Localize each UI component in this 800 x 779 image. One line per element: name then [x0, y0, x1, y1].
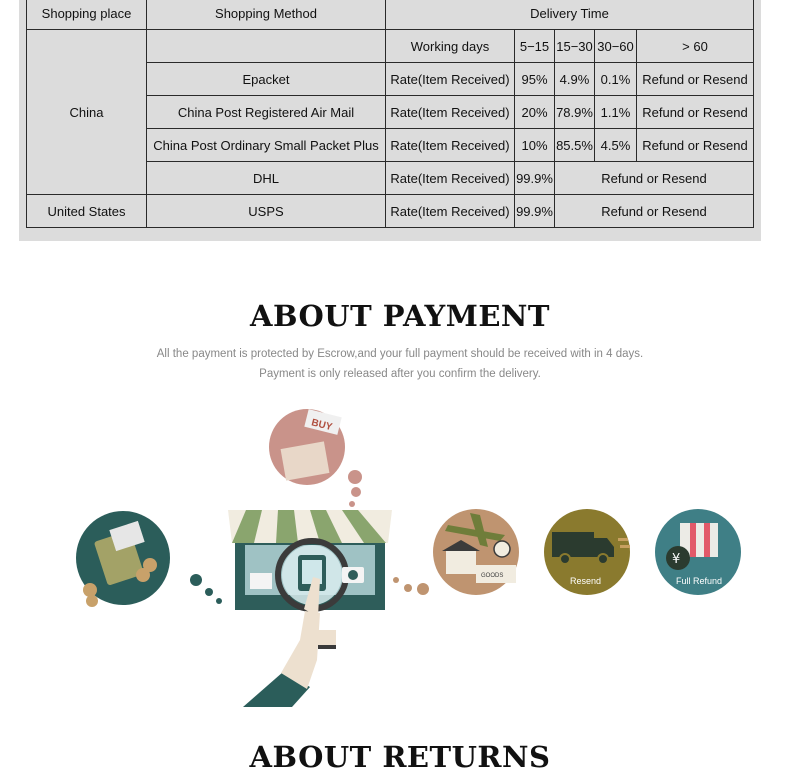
buy-basket-icon [269, 409, 345, 485]
connector-dot [404, 584, 412, 592]
payment-description-line2: Payment is only released after you confirm the delivery. [259, 368, 541, 380]
cell-rate: Rate(Item Received) [386, 129, 515, 162]
cell-value: 99.9% [515, 162, 555, 195]
resend-label: Resend [570, 576, 602, 586]
cell-value: 85.5% [555, 129, 595, 162]
subheader-over-60: > 60 [637, 30, 754, 63]
connector-dot [190, 574, 202, 586]
goods-label: GOODS [481, 573, 504, 579]
table-row [27, 30, 754, 63]
shipping-icon [433, 509, 519, 595]
connector-dot [351, 487, 361, 497]
cell-value: 95% [515, 63, 555, 96]
cell-value: 99.9% [515, 195, 555, 228]
connector-dot [417, 583, 429, 595]
shipping-table [26, 0, 754, 228]
table-row [27, 195, 754, 228]
cell-value: 0.1% [595, 63, 637, 96]
full-refund-label: Full Refund [676, 576, 723, 586]
cell-rate: Rate(Item Received) [386, 162, 515, 195]
cell-method: Epacket [147, 63, 386, 96]
about-payment-title: ABOUT PAYMENT [249, 299, 551, 333]
resend-truck-icon [544, 509, 630, 595]
money-icon [76, 511, 170, 607]
connector-dot [205, 588, 213, 596]
cell-place-united-states: United States [27, 195, 147, 228]
connector-dot [348, 470, 362, 484]
cell-value: Refund or Resend [555, 195, 754, 228]
yuan-symbol: ¥ [672, 552, 681, 567]
subheader-5-15: 5−15 [515, 30, 555, 63]
cell-rate: Rate(Item Received) [386, 195, 515, 228]
cell-value: 4.5% [595, 129, 637, 162]
table-row [27, 0, 754, 30]
subheader-30-60: 30−60 [595, 30, 637, 63]
payment-process-illustration [0, 395, 800, 715]
buy-label: BUY [310, 417, 334, 434]
cell-method: China Post Registered Air Mail [147, 96, 386, 129]
cell-value: Refund or Resend [637, 63, 754, 96]
cell-value: 10% [515, 129, 555, 162]
connector-dot [216, 598, 222, 604]
connector-dot [393, 577, 399, 583]
header-shopping-method: Shopping Method [147, 0, 386, 30]
cell-method: USPS [147, 195, 386, 228]
cell-value: Refund or Resend [555, 162, 754, 195]
about-returns-title: ABOUT RETURNS [249, 740, 551, 774]
cell-value: 4.9% [555, 63, 595, 96]
payment-description-line1: All the payment is protected by Escrow,and your full payment should be received with in 4 days. [156, 348, 644, 360]
connector-dot [349, 501, 355, 507]
cell-value: Refund or Resend [637, 96, 754, 129]
cell-empty [147, 30, 386, 63]
cell-method: DHL [147, 162, 386, 195]
header-shopping-place: Shopping place [27, 0, 147, 30]
shipping-table-panel [19, 0, 761, 241]
subheader-15-30: 15−30 [555, 30, 595, 63]
cell-rate: Rate(Item Received) [386, 96, 515, 129]
cell-rate: Rate(Item Received) [386, 63, 515, 96]
cell-value: 78.9% [555, 96, 595, 129]
cell-value: 20% [515, 96, 555, 129]
header-delivery-time: Delivery Time [386, 0, 754, 30]
cell-place-china: China [27, 30, 147, 195]
full-refund-icon [655, 509, 741, 595]
subheader-working-days: Working days [386, 30, 515, 63]
cell-value: 1.1% [595, 96, 637, 129]
cell-value: Refund or Resend [637, 129, 754, 162]
cell-method: China Post Ordinary Small Packet Plus [147, 129, 386, 162]
